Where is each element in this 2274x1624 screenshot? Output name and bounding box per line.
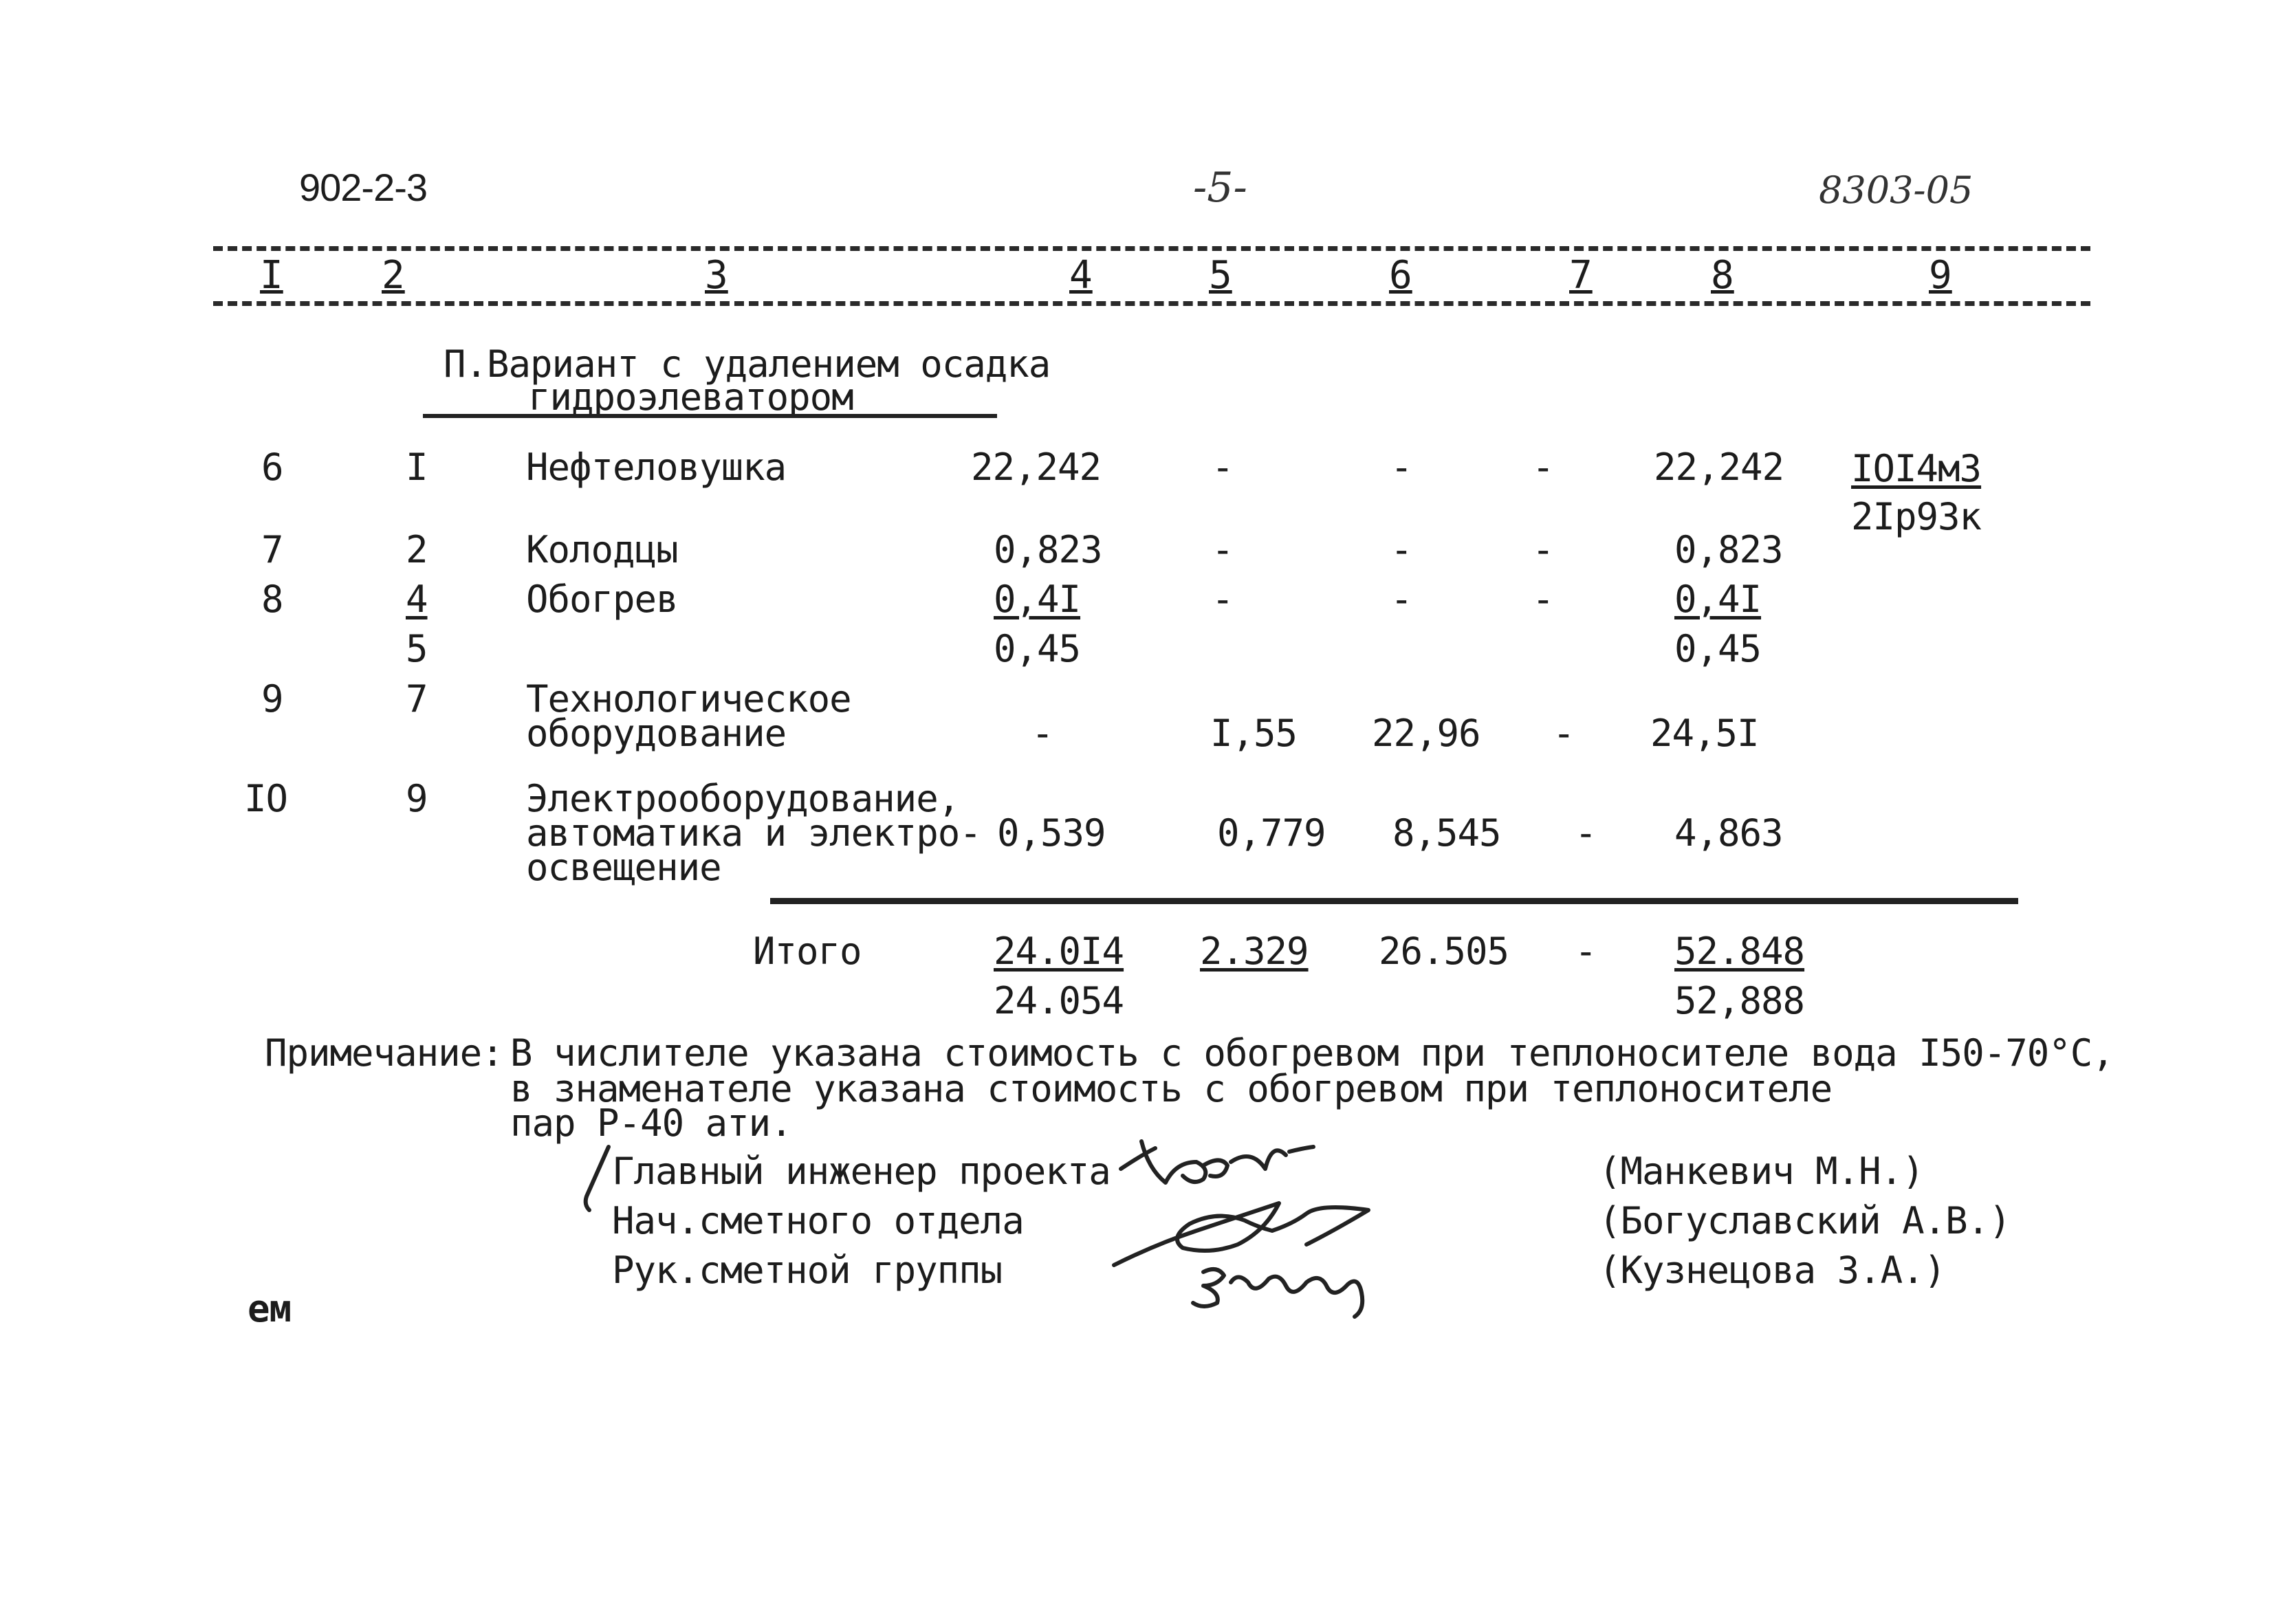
total-col6: 26.505	[1379, 930, 1509, 973]
page-number: -5-	[1193, 164, 1247, 212]
note-line3: пар Р-40 ати.	[510, 1101, 792, 1145]
cost-col8-numerator: 0,4I	[1674, 578, 1762, 621]
cost-col8: 22,242	[1654, 446, 1784, 489]
cost-col5: -	[1212, 528, 1234, 571]
total-col8-numerator: 52.848	[1674, 930, 1805, 973]
total-col4-denominator: 24.054	[994, 979, 1124, 1022]
cost-col4: 0,823	[994, 528, 1102, 571]
cost-col4-denominator: 0,45	[994, 627, 1081, 670]
item-name: Нефтеловушка	[526, 446, 787, 489]
item-name-line1: Электрооборудование,	[526, 777, 960, 820]
cost-col4: -	[1031, 712, 1053, 755]
cost-col5: -	[1212, 578, 1234, 621]
position-number: 4	[406, 578, 428, 621]
row-number: 6	[261, 446, 283, 489]
position-number: 7	[406, 677, 428, 721]
cost-col6: -	[1390, 528, 1412, 571]
section-title-line2: гидроэлеватором	[528, 375, 853, 419]
item-name: Обогрев	[526, 578, 678, 621]
column-number-8: 8	[1711, 253, 1734, 298]
column-number-6: 6	[1389, 253, 1412, 298]
total-col4-numerator: 24.0I4	[994, 930, 1124, 973]
column-number-1: I	[260, 253, 283, 298]
column-number-4: 4	[1069, 253, 1093, 298]
col9-numerator: IOI4м3	[1851, 447, 1982, 490]
note-label: Примечание:	[265, 1031, 503, 1075]
total-separator-rule	[770, 898, 2018, 904]
total-label: Итого	[753, 930, 862, 973]
cost-col4: 22,242	[971, 446, 1102, 489]
column-number-9: 9	[1929, 253, 1952, 298]
section-title-line1: П.Вариант с удалением осадка	[444, 342, 1051, 386]
row-number: 7	[261, 528, 283, 571]
cost-col8: 0,823	[1674, 528, 1783, 571]
document-code: 902-2-3	[299, 166, 428, 209]
cost-col7: -	[1532, 446, 1554, 489]
item-name: Колодцы	[526, 528, 678, 571]
footer-mark: ем	[248, 1287, 292, 1330]
total-col8-denominator: 52,888	[1674, 979, 1805, 1022]
row-number: 9	[261, 677, 283, 721]
signature-title-1: Главный инженер проекта	[612, 1150, 1111, 1193]
cost-col7: -	[1553, 712, 1575, 755]
total-col7: -	[1575, 930, 1597, 973]
cost-col6: -	[1390, 446, 1412, 489]
position-number-alt: 5	[406, 627, 428, 670]
cost-col8: 24,5I	[1650, 712, 1759, 755]
cost-col6: 8,545	[1392, 811, 1501, 855]
note-line2: в знаменателе указана стоимость с обогревом при теплоносителе	[510, 1067, 1833, 1110]
row-number: IO	[244, 777, 288, 820]
position-number: 9	[406, 777, 428, 820]
column-number-5: 5	[1209, 253, 1232, 298]
item-name-line1: Технологическое	[526, 677, 851, 721]
cost-col6: 22,96	[1372, 712, 1480, 755]
cost-col6: -	[1390, 578, 1412, 621]
item-name-line2: автоматика и электро-	[526, 811, 981, 855]
cost-col7: -	[1575, 811, 1597, 855]
cost-col7: -	[1532, 528, 1554, 571]
signature-title-2: Нач.сметного отдела	[612, 1199, 1024, 1242]
column-number-7: 7	[1569, 253, 1593, 298]
cost-col5: 0,779	[1217, 811, 1326, 855]
bottom-dashed-rule	[213, 301, 2090, 306]
handwritten-signatures	[1100, 1128, 1417, 1320]
cost-col8-denominator: 0,45	[1674, 627, 1762, 670]
position-number: 2	[406, 528, 428, 571]
total-col5: 2.329	[1200, 930, 1309, 973]
reference-number: 8303-05	[1819, 168, 1974, 212]
note-line1: В числителе указана стоимость с обогревом при теплоносителе вода I50-70°С,	[510, 1031, 2114, 1075]
item-name-line3: освещение	[526, 846, 721, 889]
col9-denominator: 2Iр93к	[1851, 495, 1982, 538]
handwritten-slash-mark	[574, 1141, 615, 1224]
cost-col5: I,55	[1210, 712, 1298, 755]
signature-name-3: (Кузнецова З.А.)	[1599, 1249, 1946, 1292]
top-dashed-rule	[213, 246, 2090, 251]
section-title-underline	[423, 414, 997, 418]
signature-name-2: (Богуславский А.В.)	[1599, 1199, 2011, 1242]
signature-title-3: Рук.сметной группы	[612, 1249, 1003, 1292]
cost-col4-numerator: 0,4I	[994, 578, 1081, 621]
cost-col8: 4,863	[1674, 811, 1783, 855]
item-name-line2: оборудование	[526, 712, 787, 755]
cost-col4: 0,539	[997, 811, 1106, 855]
column-number-2: 2	[382, 253, 405, 298]
cost-col5: -	[1212, 446, 1234, 489]
signature-name-1: (Манкевич М.Н.)	[1599, 1150, 1924, 1193]
column-number-3: 3	[705, 253, 728, 298]
cost-col7: -	[1532, 578, 1554, 621]
position-number: I	[406, 446, 428, 489]
row-number: 8	[261, 578, 283, 621]
